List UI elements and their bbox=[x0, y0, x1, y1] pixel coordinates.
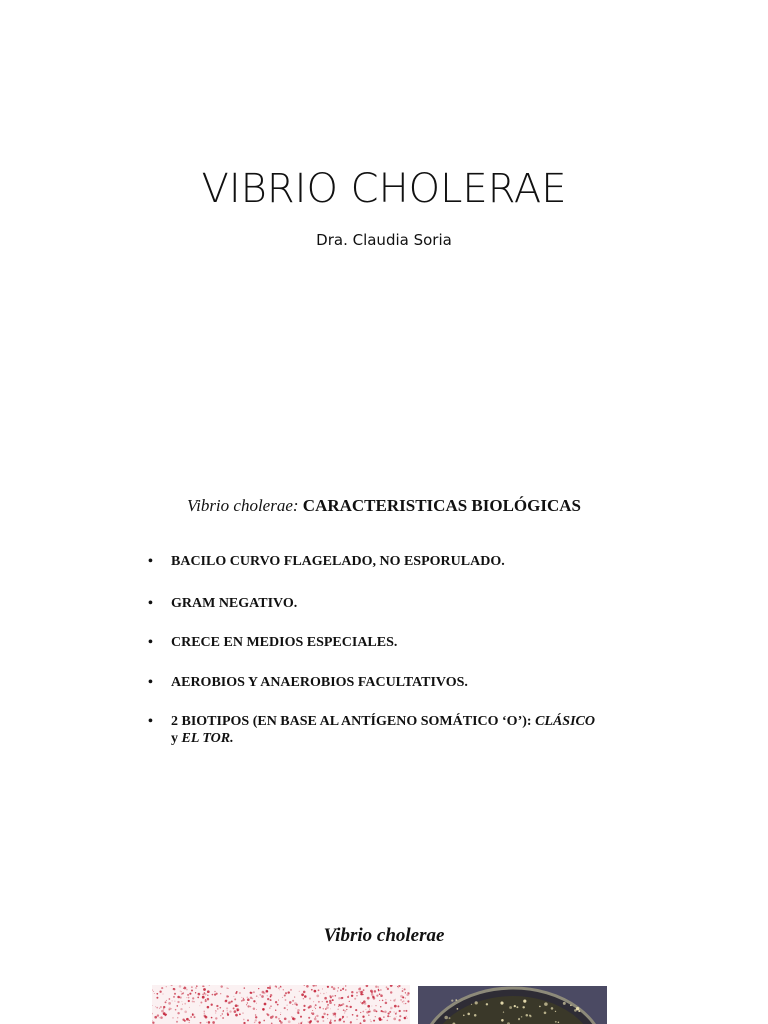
list-item: • GRAM NEGATIVO. bbox=[148, 595, 618, 612]
biotypes-conjunction: y bbox=[171, 731, 182, 746]
list-item: • CRECE EN MEDIOS ESPECIALES. bbox=[148, 634, 618, 651]
biotype-classic: CLÁSICO bbox=[535, 714, 595, 729]
document-title: VIBRIO CHOLERAE bbox=[201, 166, 567, 212]
culture-plate-image bbox=[418, 986, 607, 1024]
gram-stain-micrograph bbox=[152, 985, 410, 1024]
heading-topic: CARACTERISTICAS BIOLÓGICAS bbox=[298, 496, 582, 515]
author-name: Dra. Claudia Soria bbox=[316, 231, 452, 249]
heading-species: Vibrio cholerae: bbox=[186, 496, 299, 515]
biotypes-period: . bbox=[230, 731, 234, 746]
biotypes-text: 2 BIOTIPOS (EN BASE AL ANTÍGENO SOMÁTICO ‘O’): bbox=[171, 714, 536, 729]
characteristics-list bbox=[148, 553, 618, 747]
list-item: • BACILO CURVO FLAGELADO, NO ESPORULADO. bbox=[148, 553, 618, 570]
list-item: • AEROBIOS Y ANAEROBIOS FACULTATIVOS. bbox=[148, 674, 618, 691]
culture-plate-photo bbox=[418, 986, 607, 1024]
list-item-biotypes bbox=[148, 713, 618, 747]
slide-heading bbox=[0, 496, 768, 516]
figure-caption: Vibrio cholerae bbox=[323, 925, 445, 946]
biotype-el-tor: EL TOR bbox=[181, 731, 231, 746]
gram-stain-image bbox=[152, 985, 410, 1024]
